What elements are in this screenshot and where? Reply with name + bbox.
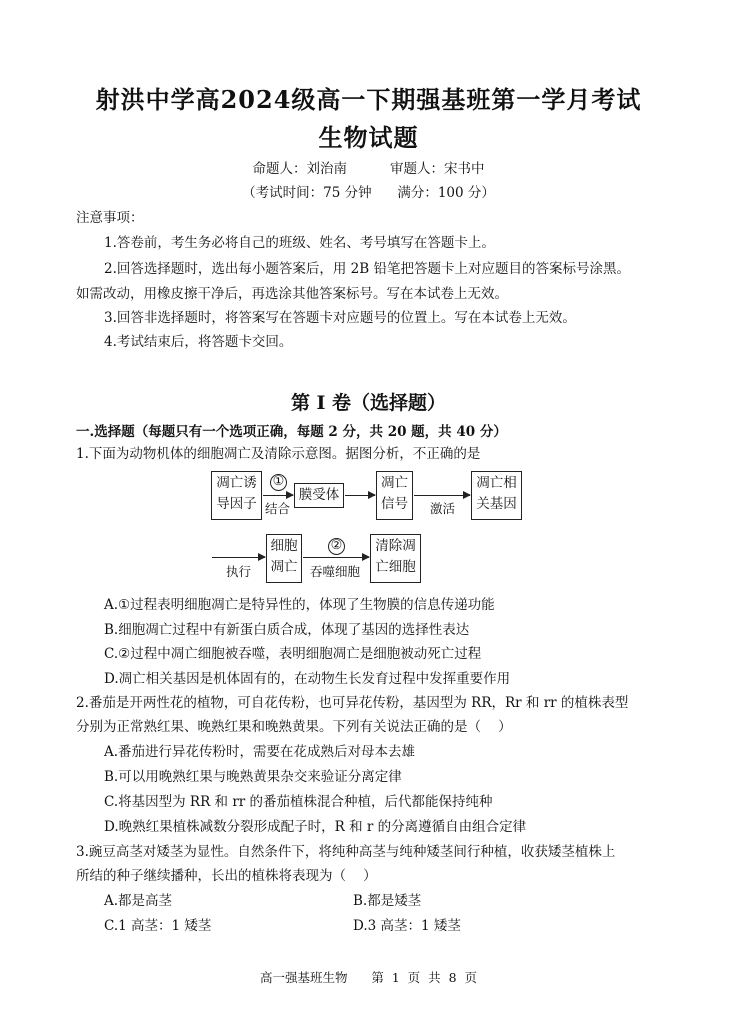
box-clear-cells <box>370 534 421 583</box>
section-title: 第 I 卷（选择题） <box>290 392 447 414</box>
exam-subtitle: 生物试题 <box>318 123 419 152</box>
exam-info: （考试时间：75 分钟 满分：100 分） <box>242 185 495 201</box>
arrow-to-signal <box>345 495 375 496</box>
question-3-option-b: B.都是矮茎 <box>353 893 422 909</box>
step-1-marker: ① <box>270 474 287 491</box>
question-3-option-a: A.都是高茎 <box>104 893 173 909</box>
box-line: 信号 <box>381 496 408 512</box>
question-3-option-c: C.1 高茎：1 矮茎 <box>104 918 212 934</box>
question-2-option-c: C.将基因型为 RR 和 rr 的番茄植株混合种植，后代都能保持纯种 <box>104 794 493 810</box>
question-2-option-b: B.可以用晚熟红果与晚熟黄果杂交来验证分离定律 <box>104 769 402 785</box>
question-2-stem: 2.番茄是开两性花的植物，可自花传粉，也可异花传粉，基因型为 RR，Rr 和 rr 的植株表型 <box>76 695 629 711</box>
section-instruction: 一.选择题（每题只有一个选项正确，每题 2 分，共 20 题，共 40 分） <box>76 424 507 440</box>
box-line: 凋亡相 <box>476 475 517 491</box>
box-line: 关基因 <box>476 496 517 512</box>
box-apoptosis-inducer <box>211 471 262 520</box>
question-1-option-b: B.细胞凋亡过程中有新蛋白质合成，体现了基因的选择性表达 <box>104 622 470 638</box>
label-bind: 结合 <box>265 501 291 516</box>
box-cell-apoptosis <box>266 534 302 583</box>
notice-line: 2.回答选择题时，选出每小题答案后，用 2B 铅笔把答题卡上对应题目的答案标号涂黑。 <box>104 261 630 277</box>
arrow-bind <box>263 495 293 496</box>
notice-line: 1.答卷前，考生务必将自己的班级、姓名、考号填写在答题卡上。 <box>104 235 495 251</box>
question-3-option-d: D.3 高茎：1 矮茎 <box>353 918 461 934</box>
box-line: 凋亡 <box>270 559 298 575</box>
box-line: 导因子 <box>216 496 257 512</box>
question-2-option-a: A.番茄进行异花传粉时，需要在花成熟后对母本去雄 <box>104 744 416 760</box>
notice-line: 4.考试结束后，将答题卡交回。 <box>104 334 293 350</box>
box-line: 亡细胞 <box>375 559 416 575</box>
step-2-marker: ② <box>328 538 345 555</box>
question-1-option-a: A.①过程表明细胞凋亡是特异性的，体现了生物膜的信息传递功能 <box>104 597 495 613</box>
box-line: 细胞 <box>270 538 298 554</box>
question-1-stem: 1.下面为动物机体的细胞凋亡及清除示意图。据图分析，不正确的是 <box>76 446 481 462</box>
question-3-stem: 3.豌豆高茎对矮茎为显性。自然条件下，将纯种高茎与纯种矮茎间行种植，收获矮茎植株上 <box>76 844 616 860</box>
box-line: 凋亡诱 <box>216 475 257 491</box>
box-line: 清除凋 <box>375 538 416 554</box>
arrow-phagocyte <box>303 557 369 558</box>
arrow-execute <box>212 557 265 558</box>
label-execute: 执行 <box>226 564 252 579</box>
box-line: 凋亡 <box>381 475 408 491</box>
label-activate: 激活 <box>430 501 456 516</box>
notice-line: 3.回答非选择题时，将答案写在答题卡对应题号的位置上。写在本试卷上无效。 <box>104 310 576 326</box>
notice-heading: 注意事项： <box>76 210 144 226</box>
question-2-option-d: D.晚熟红果植株减数分裂形成配子时，R 和 r 的分离遵循自由组合定律 <box>104 819 527 835</box>
question-1-option-c: C.②过程中凋亡细胞被吞噬，表明细胞凋亡是细胞被动死亡过程 <box>104 646 482 662</box>
box-apoptosis-genes <box>471 471 522 520</box>
box-apoptosis-signal <box>376 471 413 520</box>
exam-authors: 命题人：刘治南 审题人：宋书中 <box>252 161 485 177</box>
question-2-stem: 分别为正常熟红果、晚熟红果和晚熟黄果。下列有关说法正确的是（ ） <box>76 719 512 735</box>
question-3-stem: 所结的种子继续播种，长出的植株将表现为（ ） <box>76 868 377 884</box>
exam-title: 射洪中学高2024级高一下期强基班第一学月考试 <box>95 85 642 114</box>
box-membrane-receptor: 膜受体 <box>294 483 344 508</box>
question-1-option-d: D.凋亡相关基因是机体固有的，在动物生长发育过程中发挥重要作用 <box>104 671 511 687</box>
notice-line: 如需改动，用橡皮擦干净后，再选涂其他答案标号。写在本试卷上无效。 <box>76 286 508 302</box>
arrow-activate <box>414 495 470 496</box>
label-phagocyte: 吞噬细胞 <box>310 564 361 579</box>
page-footer: 高一强基班生物 第 1 页 共 8 页 <box>260 970 477 985</box>
